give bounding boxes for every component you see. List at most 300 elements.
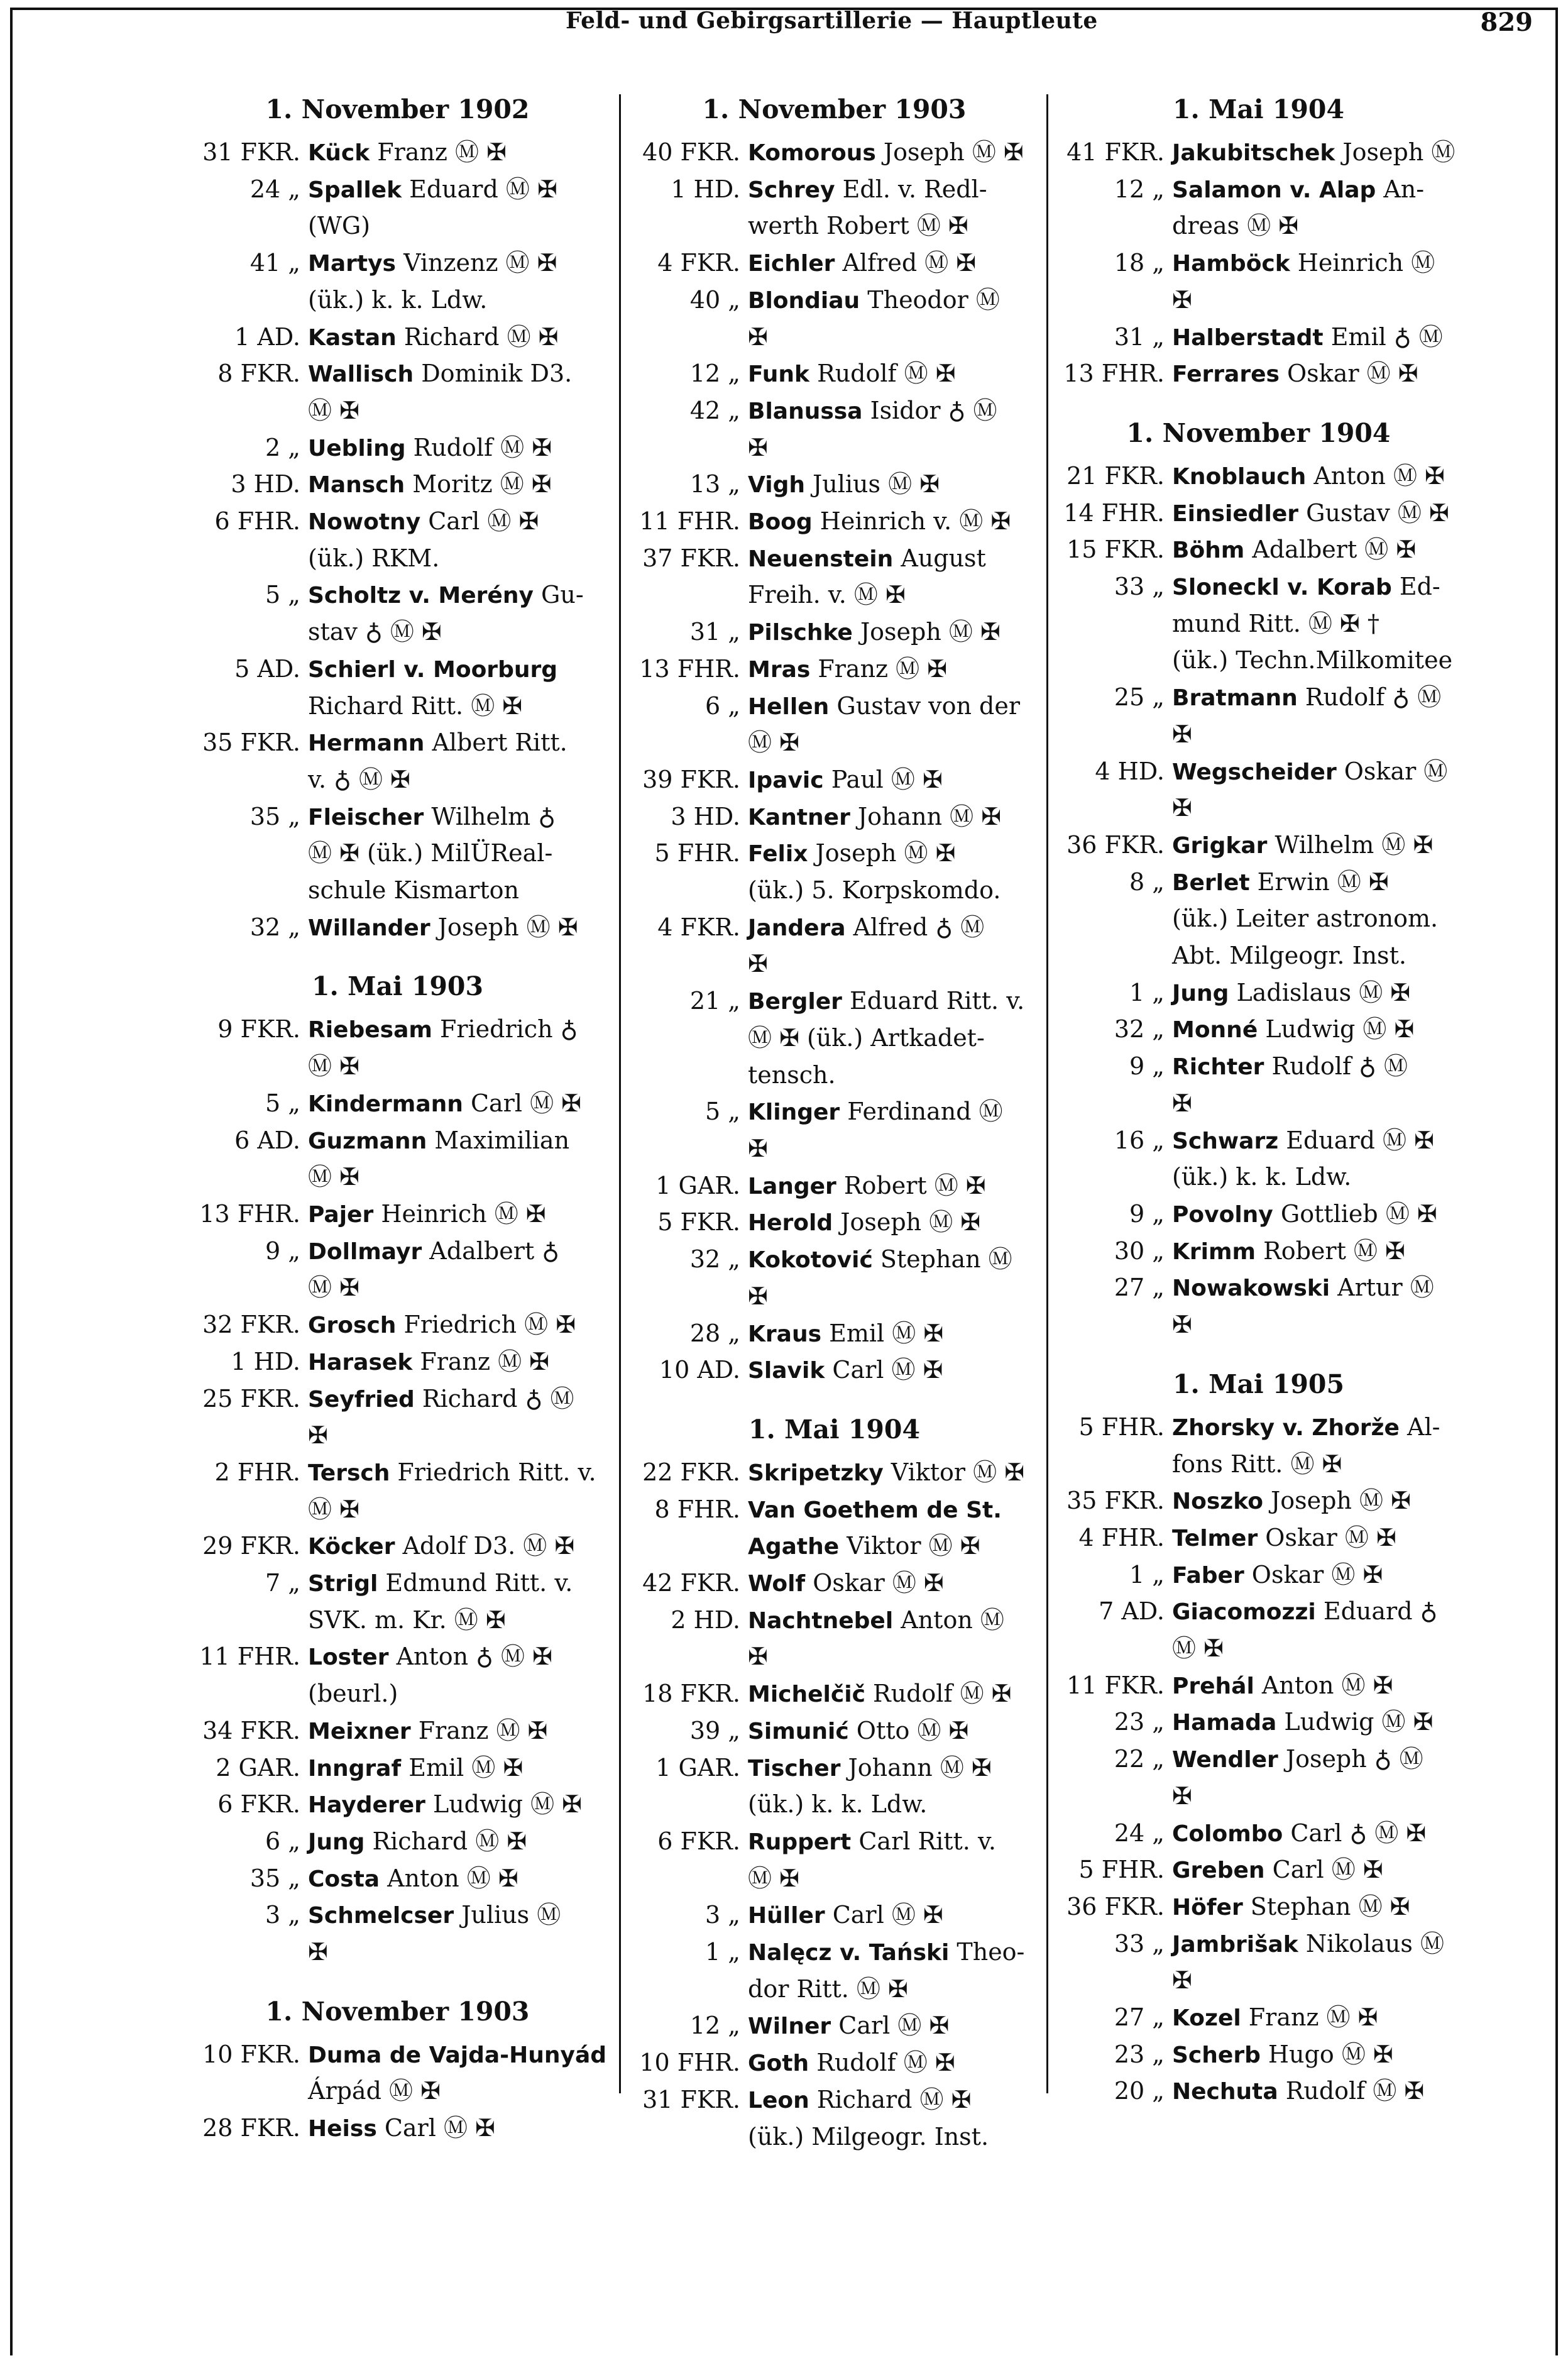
section-heading: 1. Mai 1904	[748, 1414, 920, 1445]
entry-text	[1172, 1270, 1464, 1307]
entry-rank-unit	[189, 541, 308, 578]
roster-entry	[1053, 1631, 1464, 1668]
entry-rank-unit: 27 „	[1114, 2003, 1165, 2032]
roster-entry	[189, 541, 606, 578]
entry-surname: Noszko	[1172, 1489, 1263, 1515]
entry-rank-unit: 14 FHR.	[1063, 498, 1165, 527]
entry-details: Anton Ⓜ ✠	[1306, 461, 1445, 490]
entry-details: ✠	[308, 1938, 328, 1966]
entry-text	[1172, 356, 1464, 393]
entry-details: Emil Ⓜ ✠	[821, 1319, 944, 1347]
entry-text	[308, 725, 606, 762]
entry-details: Richard Ritt. Ⓜ ✠	[308, 691, 523, 720]
entry-details: An-	[1376, 175, 1425, 203]
entry-details: Ⓜ ✠ (ük.) Artkadet-	[748, 1023, 985, 1052]
roster-entry	[189, 1934, 606, 1971]
roster-entry	[628, 1279, 1040, 1316]
entry-rank-unit	[189, 208, 308, 245]
entry-rank-unit: 25 „	[1114, 683, 1165, 712]
entry-surname: Komorous	[748, 140, 876, 166]
entry-surname: Nalęcz v. Tański	[748, 1940, 950, 1966]
roster-entry	[1053, 1270, 1464, 1307]
roster-entry	[628, 172, 1040, 209]
entry-rank-unit: 37 FKR.	[642, 544, 740, 572]
entry-text	[308, 1639, 606, 1676]
entry-rank-unit: 1 „	[1129, 1560, 1165, 1589]
entry-surname: Kantner	[748, 804, 850, 830]
entry-rank-unit: 6 FHR.	[214, 507, 300, 536]
entry-details: Wilhelm ♁	[424, 802, 556, 830]
roster-entry	[628, 1242, 1040, 1279]
entry-text	[1172, 717, 1464, 754]
entry-rank-unit	[1053, 1963, 1172, 2000]
roster-entry	[628, 1897, 1040, 1934]
entry-surname: Grosch	[308, 1313, 397, 1339]
section-heading: 1. November 1904	[1126, 417, 1391, 448]
entry-text	[308, 319, 606, 356]
entry-rank-unit: 11 FHR.	[199, 1643, 300, 1671]
roster-entry	[1053, 2000, 1464, 2037]
roster-entry	[189, 245, 606, 282]
entry-rank-unit: 3 HD.	[671, 802, 740, 830]
roster-entry	[628, 1713, 1040, 1750]
entry-details: Ⓜ ✠	[748, 1864, 799, 1892]
entry-rank-unit	[628, 946, 748, 983]
entry-rank-unit: 5 „	[705, 1098, 740, 1126]
entry-rank-unit	[628, 1639, 748, 1676]
roster-entry	[189, 1123, 606, 1160]
roster-entry	[189, 1861, 606, 1898]
entry-details: Carl Ritt. v.	[851, 1827, 996, 1855]
entry-rank-unit	[189, 614, 308, 651]
entry-rank-unit	[628, 430, 748, 467]
roster-entry	[628, 1316, 1040, 1353]
roster-entry	[1053, 1889, 1464, 1926]
entry-details: (ük.) k. k. Ldw.	[308, 285, 488, 314]
entry-text	[308, 1196, 606, 1233]
roster-entry	[1053, 1196, 1464, 1233]
entry-surname: Nechuta	[1172, 2079, 1278, 2105]
entry-text	[1172, 2000, 1464, 2037]
entry-surname: Mras	[748, 656, 811, 683]
entry-rank-unit	[628, 319, 748, 356]
entry-rank-unit: 20 „	[1114, 2077, 1165, 2105]
entry-text	[308, 1086, 606, 1123]
entry-text	[308, 577, 606, 614]
entry-surname: Funk	[748, 361, 809, 388]
entry-text	[748, 282, 1040, 319]
entry-details: Joseph Ⓜ ✠	[808, 839, 956, 868]
entry-details: ✠	[748, 1282, 768, 1310]
entry-surname: Guzmann	[308, 1128, 427, 1154]
entry-details: Eduard ♁	[1315, 1597, 1438, 1626]
entry-details: ✠	[1172, 1966, 1192, 1995]
entry-details: Ludwig Ⓜ ✠	[1258, 1015, 1415, 1044]
entry-surname: Zhorsky v. Zhorže	[1172, 1414, 1400, 1441]
entry-details: Carl Ⓜ ✠	[1264, 1856, 1383, 1884]
entry-rank-unit: 36 FKR.	[1066, 830, 1165, 859]
entry-rank-unit	[1053, 1086, 1172, 1123]
roster-entry	[1053, 172, 1464, 209]
entry-details: (beurl.)	[308, 1680, 398, 1708]
entry-surname: Berlet	[1172, 869, 1250, 896]
entry-rank-unit: 8 FKR.	[217, 360, 300, 388]
entry-details: Theo-	[949, 1938, 1025, 1966]
roster-entry	[189, 1492, 606, 1529]
entry-details: Carl Ⓜ ✠	[825, 1356, 943, 1384]
entry-details: Rudolf Ⓜ ✠	[809, 360, 956, 388]
entry-text	[308, 2110, 606, 2147]
entry-text	[308, 910, 606, 947]
entry-text	[748, 835, 1040, 873]
entry-rank-unit: 2 HD.	[671, 1606, 740, 1634]
entry-details: ✠	[748, 322, 768, 351]
entry-text	[308, 135, 606, 172]
roster-entry	[628, 2082, 1040, 2119]
entry-rank-unit: 6 FKR.	[657, 1827, 740, 1855]
entry-text	[308, 1455, 606, 1492]
entry-text	[748, 541, 1040, 578]
roster-entry	[1053, 1086, 1464, 1123]
entry-rank-unit: 9 „	[265, 1237, 300, 1265]
entry-rank-unit: 35 FKR.	[202, 729, 300, 757]
roster-entry	[189, 1196, 606, 1233]
entry-text	[1172, 642, 1464, 680]
entry-details: ✠	[748, 1134, 768, 1162]
entry-surname: Van Goethem de St.	[748, 1497, 1002, 1523]
entry-text	[1172, 135, 1464, 172]
entry-details: Richard ♁ Ⓜ	[414, 1384, 574, 1413]
entry-surname: Vigh	[748, 472, 805, 498]
roster-entry	[1053, 1446, 1464, 1484]
entry-text	[748, 1242, 1040, 1279]
entry-surname: Köcker	[308, 1534, 395, 1560]
entry-text	[748, 1971, 1040, 2008]
entry-surname: Willander	[308, 915, 430, 941]
entry-details: Ludwig Ⓜ ✠	[1276, 1708, 1434, 1736]
roster-entry	[189, 1381, 606, 1418]
entry-surname: Halberstadt	[1172, 324, 1324, 351]
entry-details: Carl Ⓜ ✠	[825, 1901, 943, 1929]
entry-surname: Klinger	[748, 1099, 840, 1126]
entry-rank-unit	[189, 1418, 308, 1455]
entry-details: SVK. m. Kr. Ⓜ ✠	[308, 1606, 506, 1634]
entry-text	[748, 1455, 1040, 1492]
roster-entry	[628, 1639, 1040, 1676]
entry-rank-unit: 1 GAR.	[655, 1753, 740, 1782]
roster-entry	[189, 1418, 606, 1455]
entry-details: Heinrich Ⓜ ✠	[373, 1199, 546, 1228]
entry-text	[1172, 1815, 1464, 1853]
entry-rank-unit: 30 „	[1114, 1237, 1165, 1265]
entry-rank-unit: 31 „	[1114, 322, 1165, 351]
entry-surname: Mansch	[308, 472, 405, 498]
entry-details: Adalbert Ⓜ ✠	[1244, 536, 1417, 564]
entry-rank-unit	[1053, 938, 1172, 975]
entry-text	[748, 983, 1040, 1020]
roster-entry	[628, 1168, 1040, 1205]
entry-rank-unit	[628, 725, 748, 762]
entry-details: Theodor Ⓜ	[860, 285, 1000, 314]
entry-text	[308, 1602, 606, 1639]
entry-details: Abt. Milgeogr. Inst.	[1172, 942, 1406, 970]
roster-entry	[1053, 1778, 1464, 1815]
entry-surname: Giacomozzi	[1172, 1599, 1316, 1626]
roster-entry	[1053, 569, 1464, 606]
roster-entry	[628, 1934, 1040, 1971]
entry-details: Ⓜ ✠	[308, 1495, 359, 1523]
entry-text	[308, 1381, 606, 1418]
entry-text	[1172, 790, 1464, 827]
entry-rank-unit	[1053, 901, 1172, 938]
entry-text	[748, 1020, 1040, 1057]
roster-entry	[189, 835, 606, 873]
roster-entry	[1053, 1741, 1464, 1778]
entry-rank-unit: 32 FKR.	[202, 1311, 300, 1339]
roster-entry	[628, 393, 1040, 430]
entry-rank-unit: 4 FHR.	[1078, 1523, 1165, 1551]
entry-text	[308, 245, 606, 282]
entry-surname: Faber	[1172, 1562, 1244, 1589]
entry-rank-unit: 31 FKR.	[202, 138, 300, 166]
roster-entry	[189, 1307, 606, 1344]
entry-details: Friedrich ♁	[432, 1015, 578, 1044]
entry-text	[308, 1861, 606, 1898]
entry-text	[308, 1713, 606, 1750]
roster-entry	[1053, 1520, 1464, 1557]
entry-details: Anton ♁ Ⓜ ✠	[388, 1643, 552, 1671]
entry-rank-unit	[189, 2073, 308, 2110]
entry-rank-unit: 9 „	[1129, 1052, 1165, 1081]
entry-rank-unit: 3 „	[265, 1901, 300, 1929]
entry-rank-unit: 13 FHR.	[199, 1199, 300, 1228]
roster-entry	[189, 1602, 606, 1639]
entry-rank-unit	[628, 2119, 748, 2156]
entry-surname: Blondiau	[748, 287, 860, 314]
entry-text	[308, 2037, 606, 2074]
roster-entry	[189, 356, 606, 393]
entry-rank-unit	[1053, 1307, 1172, 1344]
entry-rank-unit	[628, 1787, 748, 1824]
entry-text	[748, 651, 1040, 688]
entry-details: Richard Ⓜ ✠	[396, 322, 559, 351]
entry-rank-unit: 36 FKR.	[1066, 1892, 1165, 1920]
entry-text	[308, 1565, 606, 1602]
entry-details: dreas Ⓜ ✠	[1172, 212, 1299, 240]
entry-text	[308, 1750, 606, 1787]
entry-rank-unit: 21 FKR.	[1066, 461, 1165, 490]
entry-details: Al-	[1399, 1413, 1440, 1441]
roster-entry	[1053, 901, 1464, 938]
roster-entry	[189, 1011, 606, 1049]
entry-details: Ferdinand Ⓜ	[840, 1098, 1003, 1126]
entry-rank-unit: 1 HD.	[231, 1347, 300, 1375]
entry-details: Franz Ⓜ ✠	[412, 1347, 550, 1375]
entry-details: Richard Ⓜ ✠	[365, 1827, 527, 1855]
entry-rank-unit	[1053, 606, 1172, 643]
entry-text	[1172, 1668, 1464, 1705]
entry-details: Johann Ⓜ ✠	[850, 802, 1002, 830]
entry-rank-unit	[628, 1971, 748, 2008]
entry-rank-unit: 34 FKR.	[202, 1716, 300, 1744]
entry-text	[748, 946, 1040, 983]
roster-entry	[189, 1528, 606, 1565]
entry-text	[748, 725, 1040, 762]
entry-text	[1172, 864, 1464, 901]
entry-rank-unit: 35 FKR.	[1066, 1487, 1165, 1515]
entry-text	[308, 688, 606, 725]
entry-text	[308, 1233, 606, 1270]
entry-details: Anton Ⓜ ✠	[1254, 1671, 1393, 1699]
entry-rank-unit: 8 FHR.	[654, 1495, 740, 1523]
entry-details: ✠	[748, 950, 768, 978]
roster-entry	[628, 282, 1040, 319]
entry-details: fons Ritt. Ⓜ ✠	[1172, 1450, 1342, 1478]
entry-text	[308, 208, 606, 245]
entry-details: Ludwig Ⓜ ✠	[425, 1790, 583, 1819]
roster-entry	[189, 1159, 606, 1196]
entry-text	[1172, 1889, 1464, 1926]
entry-surname: Simunić	[748, 1718, 849, 1744]
entry-rank-unit: 32 „	[689, 1245, 740, 1274]
entry-text	[308, 1492, 606, 1529]
entry-surname: Nowotny	[308, 509, 421, 536]
entry-surname: Jung	[308, 1829, 365, 1855]
entry-rank-unit: 23 „	[1114, 1708, 1165, 1736]
entry-rank-unit	[189, 393, 308, 430]
entry-rank-unit: 18 FKR.	[642, 1680, 740, 1708]
roster-entry	[189, 725, 606, 762]
entry-details: Ladislaus Ⓜ ✠	[1229, 978, 1411, 1006]
entry-rank-unit	[189, 1934, 308, 1971]
entry-text	[748, 1528, 1040, 1565]
entry-details: Franz Ⓜ ✠	[810, 654, 948, 683]
entry-details: Oskar Ⓜ	[1336, 757, 1448, 785]
entry-text	[1172, 208, 1464, 245]
roster-entry	[189, 504, 606, 541]
entry-rank-unit	[628, 208, 748, 245]
entry-details: (ük.) k. k. Ldw.	[1172, 1163, 1352, 1191]
entry-rank-unit: 25 FKR.	[202, 1384, 300, 1413]
roster-entry	[628, 946, 1040, 983]
entry-details: Rudolf ♁ Ⓜ	[1297, 683, 1442, 712]
roster-entry	[189, 1897, 606, 1934]
entry-rank-unit: 9 „	[1129, 1199, 1165, 1228]
entry-text	[308, 799, 606, 836]
entry-rank-unit: 2 FHR.	[214, 1458, 300, 1486]
entry-surname: Dollmayr	[308, 1238, 422, 1265]
entry-details: Erwin Ⓜ ✠	[1249, 868, 1389, 896]
entry-details: tensch.	[748, 1060, 836, 1089]
entry-surname: Wegscheider	[1172, 759, 1337, 785]
entry-details: ✠	[1172, 1089, 1192, 1117]
entry-rank-unit: 40 FKR.	[642, 138, 740, 166]
entry-text	[1172, 1446, 1464, 1484]
entry-surname: Wallisch	[308, 361, 414, 388]
entry-rank-unit: 27 „	[1114, 1274, 1165, 1302]
entry-rank-unit: 5 „	[265, 1089, 300, 1117]
entry-details: Rudolf Ⓜ ✠	[1278, 2077, 1425, 2105]
roster-entry	[628, 1787, 1040, 1824]
entry-surname: Harasek	[308, 1349, 413, 1375]
entry-details: (ük.) 5. Korpskomdo.	[748, 876, 1001, 905]
entry-text	[308, 1676, 606, 1713]
roster-entry	[1053, 1483, 1464, 1520]
entry-details: Carl ♁ Ⓜ ✠	[1283, 1819, 1427, 1847]
entry-rank-unit: 21 „	[689, 987, 740, 1015]
entry-details: Wilhelm Ⓜ ✠	[1267, 830, 1434, 859]
entry-details: Freih. v. Ⓜ ✠	[748, 581, 906, 609]
entry-details: Hugo Ⓜ ✠	[1260, 2040, 1393, 2068]
entry-surname: Nachtnebel	[748, 1607, 894, 1634]
entry-rank-unit: 6 AD.	[234, 1126, 300, 1154]
roster-entry	[628, 651, 1040, 688]
entry-text	[748, 1352, 1040, 1389]
entry-surname: Schrey	[748, 177, 835, 203]
entry-text	[1172, 1926, 1464, 1963]
column-divider	[1046, 94, 1048, 2093]
entry-rank-unit: 18 „	[1114, 249, 1165, 277]
entry-details: (ük.) Techn.Milkomitee	[1172, 646, 1453, 675]
entry-details: Árpád Ⓜ ✠	[308, 2077, 441, 2105]
entry-rank-unit	[628, 1861, 748, 1898]
entry-text	[308, 1159, 606, 1196]
entry-details: Eduard Ⓜ ✠	[1278, 1126, 1434, 1154]
entry-text	[308, 356, 606, 393]
entry-surname: Spallek	[308, 177, 402, 203]
roster-entry	[189, 282, 606, 319]
entry-details: Joseph Ⓜ ✠	[833, 1208, 981, 1237]
entry-text	[308, 504, 606, 541]
entry-details: (ük.) RKM.	[308, 544, 440, 572]
entry-rank-unit: 31 „	[689, 618, 740, 646]
roster-entry	[628, 2119, 1040, 2156]
entry-rank-unit: 5 „	[265, 581, 300, 609]
roster-entry	[189, 1049, 606, 1086]
entry-details: Ed-	[1391, 573, 1440, 601]
entry-rank-unit: 7 AD.	[1099, 1597, 1165, 1626]
entry-details: Viktor Ⓜ ✠	[883, 1458, 1025, 1486]
roster-entry	[189, 1565, 606, 1602]
roster-entry	[189, 1824, 606, 1861]
entry-rank-unit	[189, 688, 308, 725]
entry-details: Stephan Ⓜ	[872, 1245, 1012, 1274]
roster-entry	[189, 1233, 606, 1270]
entry-rank-unit: 29 FKR.	[202, 1532, 300, 1560]
entry-rank-unit: 5 FHR.	[1078, 1856, 1165, 1884]
entry-surname: Einsiedler	[1172, 500, 1299, 527]
entry-rank-unit: 31 FKR.	[642, 2085, 740, 2113]
entry-surname: Grigkar	[1172, 832, 1268, 859]
entry-rank-unit: 7 „	[265, 1569, 300, 1597]
entry-rank-unit: 40 „	[689, 285, 740, 314]
entry-details: (ük.) Leiter astronom.	[1172, 905, 1439, 933]
entry-surname: Colombo	[1172, 1820, 1283, 1847]
roster-entry	[189, 1676, 606, 1713]
entry-text	[748, 1750, 1040, 1787]
entry-text	[1172, 319, 1464, 356]
entry-text	[748, 466, 1040, 504]
entry-text	[308, 1011, 606, 1049]
entry-text	[748, 799, 1040, 836]
entry-text	[308, 541, 606, 578]
entry-surname: Hayderer	[308, 1792, 425, 1819]
entry-details: Rudolf Ⓜ ✠	[809, 2049, 955, 2077]
roster-entry	[1053, 356, 1464, 393]
entry-surname: Slavik	[748, 1358, 825, 1384]
entry-surname: Kozel	[1172, 2005, 1241, 2032]
entry-rank-unit: 41 FKR.	[1066, 138, 1165, 166]
